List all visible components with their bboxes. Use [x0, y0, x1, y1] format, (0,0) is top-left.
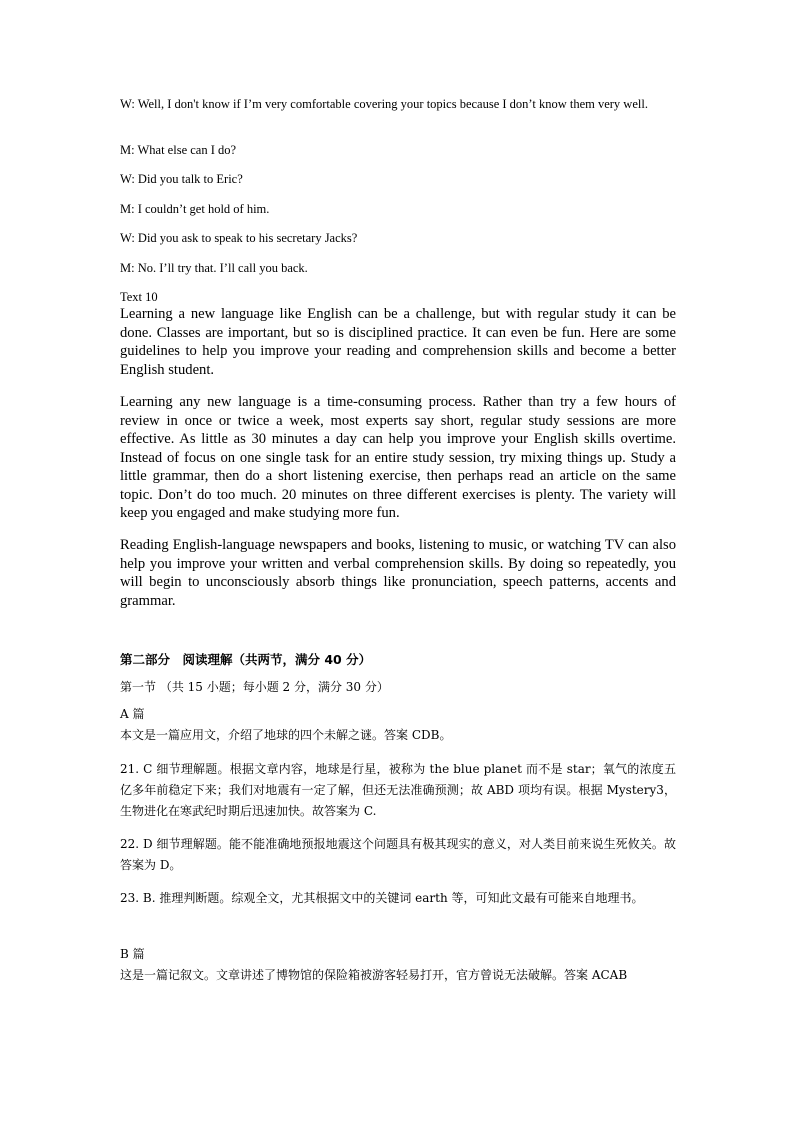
dialogue-line: M: No. I’ll try that. I’ll call you back.	[120, 261, 308, 275]
answer-22: 22. D 细节理解题。能不能准确地预报地震这个问题具有极其现实的意义，对人类目前来说生死攸关。故答案为 D。	[120, 837, 676, 872]
text10-paragraph-3: Reading English-language newspapers and books, listening to music, or watching TV can also help you improve your written and verbal comprehension skills. By doing so repeatedly, you will begin to unconsciously absorb things like pronunciation, speech patterns, accents and grammar.	[120, 537, 676, 609]
answer-23: 23. B. 推理判断题。综观全文，尤其根据文中的关键词 earth 等，可知此文最有可能来自地理书。	[120, 891, 644, 905]
passage-b-intro: 这是一篇记叙文。文章讲述了博物馆的保险箱被游客轻易打开，官方曾说无法破解。答案 ACAB	[120, 968, 628, 982]
passage-a-intro: 本文是一篇应用文，介绍了地球的四个未解之谜。答案 CDB。	[120, 728, 452, 742]
passage-a-title: A 篇	[120, 707, 145, 721]
dialogue-line: M: I couldn’t get hold of him.	[120, 202, 270, 216]
dialogue-line: M: What else can I do?	[120, 143, 237, 157]
dialogue-line: W: Well, I don't know if I’m very comfortable covering your topics because I don’t know them very well.	[120, 97, 648, 111]
text10-label: Text 10	[120, 290, 158, 304]
dialogue-line: W: Did you talk to Eric?	[120, 172, 243, 186]
text10-paragraph-1: Learning a new language like English can be a challenge, but with regular study it can be done. Classes are important, but so is disciplined practice. It can even be fun. Here are some guidelines to help you improve your reading and comprehension skills and become a better English student.	[120, 306, 676, 378]
section1-heading: 第一节 （共 15 小题；每小题 2 分，满分 30 分）	[120, 680, 389, 694]
text10-paragraph-2: Learning any new language is a time-consuming process. Rather than try a few hours of review in once or twice a week, most experts say short, regular study sessions are more effective. As little as 30 minutes a day can help you improve your English skills overtime. Instead of focus on one single task for an entire study session, try mixing things up. Study a little grammar, then do a short listening exercise, then perhaps read an article on the same topic. Don’t do too much. 20 minutes on three different exercises is plenty. The variety will keep you engaged and make studying more fun.	[120, 394, 676, 521]
part2-heading: 第二部分 阅读理解（共两节，满分 40 分）	[120, 652, 372, 667]
passage-b-title: B 篇	[120, 947, 145, 961]
answer-21: 21. C 细节理解题。根据文章内容，地球是行星，被称为 the blue planet 而不是 star；氧气的浓度五亿多年前稳定下来；我们对地震有一定了解，但还无法准确预测；故 ABD 项均有误。根据 Mystery3，生物进化在寒武纪时期后迅速加快。故答案为 C.	[120, 762, 676, 818]
dialogue-line: W: Did you ask to speak to his secretary Jacks?	[120, 231, 358, 245]
